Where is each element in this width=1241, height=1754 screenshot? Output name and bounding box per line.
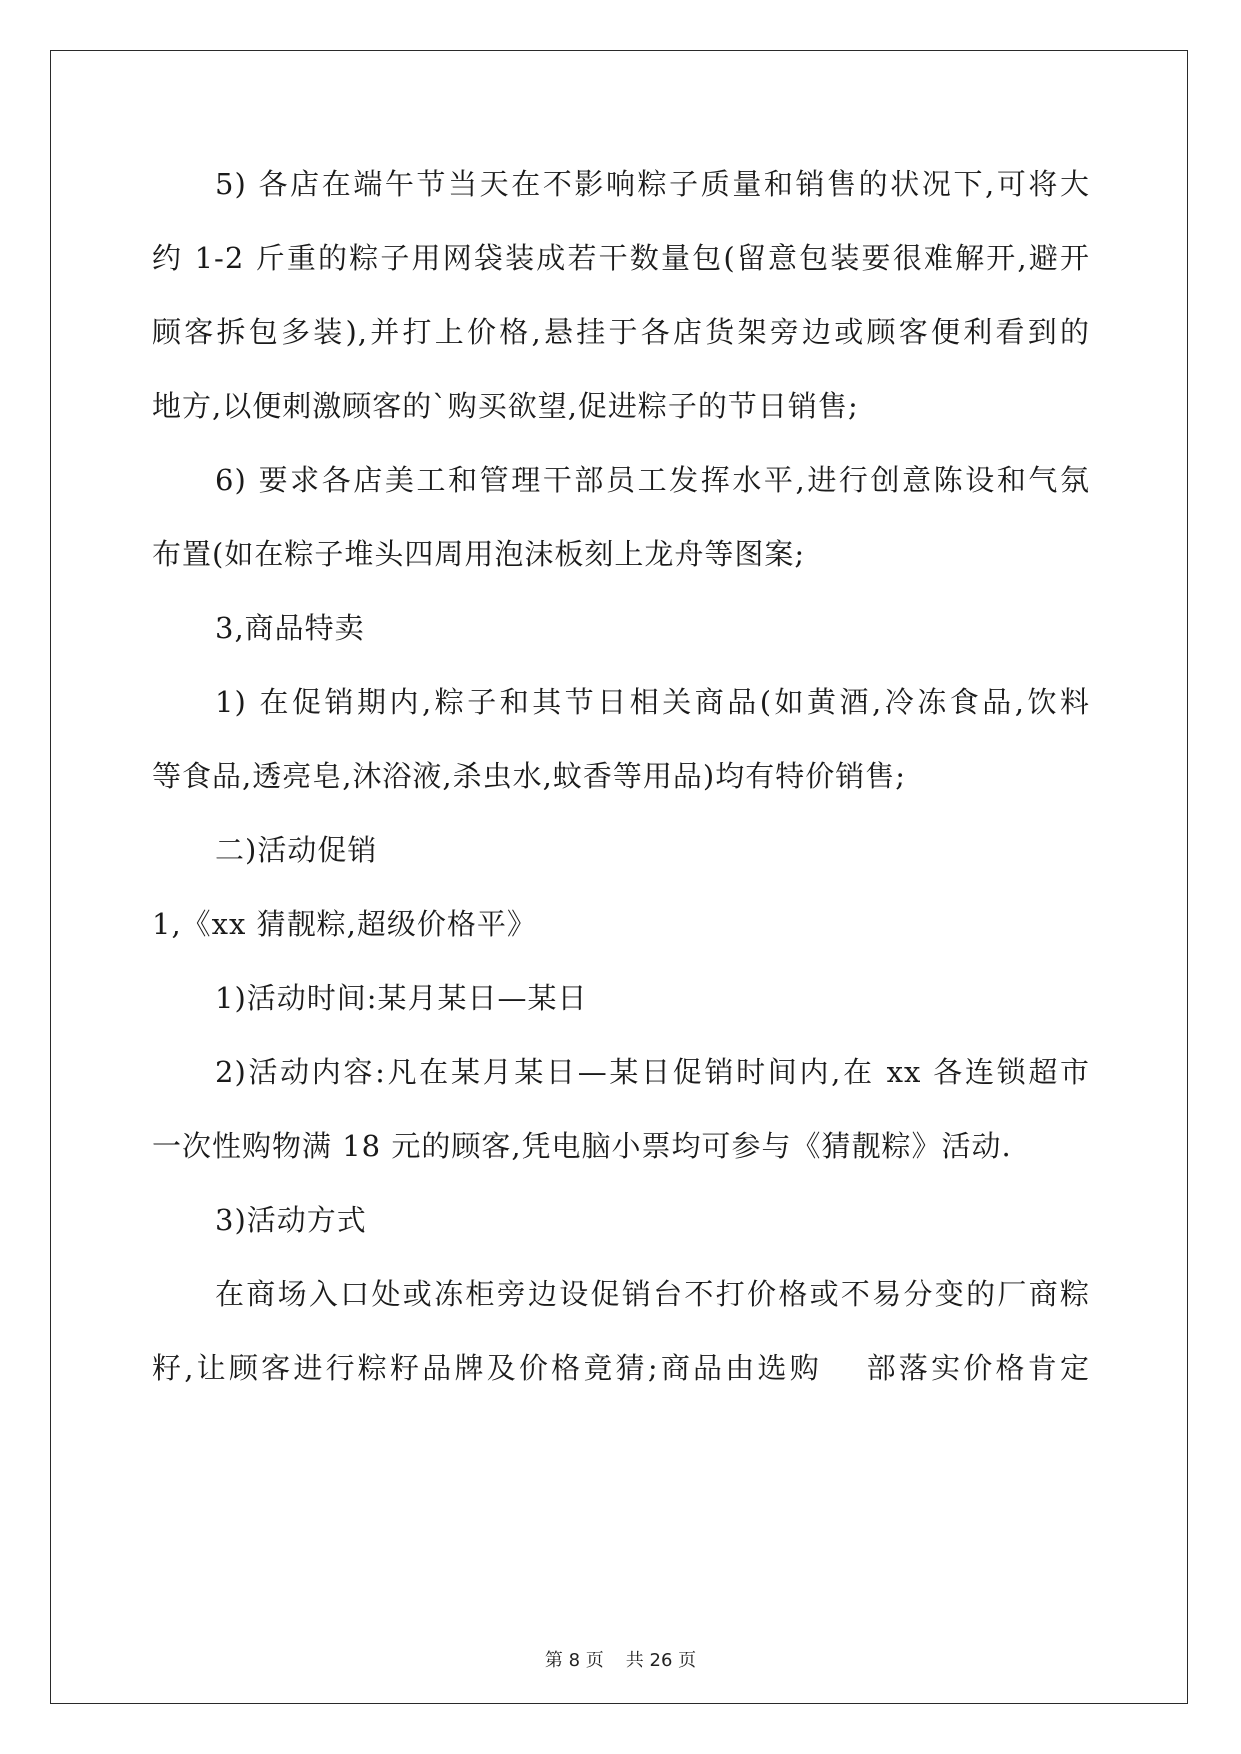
paragraph-line: 6) 要求各店美工和管理干部员工发挥水平,进行创意陈设和气氛: [215, 463, 1090, 497]
paragraph-line: 等食品,透亮皂,沐浴液,杀虫水,蚊香等用品)均有特价销售;: [152, 759, 906, 793]
paragraph-line: 一次性购物满 18 元的顾客,凭电脑小票均可参与《猜靓粽》活动.: [152, 1129, 1012, 1163]
section-heading: 二)活动促销: [215, 833, 378, 867]
paragraph-line: 3)活动方式: [215, 1203, 367, 1237]
paragraph-line: 籽,让顾客进行粽籽品牌及价格竟猜;商品由选购 部落实价格肯定: [152, 1351, 1090, 1385]
paragraph-line: 2)活动内容:凡在某月某日—某日促销时间内,在 xx 各连锁超市: [215, 1055, 1090, 1089]
page-total: 共 26 页: [625, 1650, 697, 1671]
paragraph-line: 5) 各店在端午节当天在不影响粽子质量和销售的状况下,可将大: [215, 167, 1090, 201]
paragraph-line: 在商场入口处或冻柜旁边设促销台不打价格或不易分变的厂商粽: [215, 1277, 1090, 1311]
paragraph-line: 布置(如在粽子堆头四周用泡沫板刻上龙舟等图案;: [152, 537, 806, 571]
paragraph-line: 1)活动时间:某月某日—某日: [215, 981, 588, 1015]
section-heading: 3,商品特卖: [215, 611, 365, 645]
page-footer: [0, 1646, 1241, 1672]
paragraph-line: 约 1-2 斤重的粽子用网袋装成若干数量包(留意包装要很难解开,避开: [152, 241, 1090, 275]
page-border: [50, 50, 1188, 1704]
paragraph-line: 1) 在促销期内,粽子和其节日相关商品(如黄酒,冷冻食品,饮料: [215, 685, 1090, 719]
page-number: 第 8 页: [544, 1650, 604, 1671]
paragraph-line: 地方,以便刺激顾客的`购买欲望,促进粽子的节日销售;: [152, 389, 859, 423]
paragraph-line: 顾客拆包多装),并打上价格,悬挂于各店货架旁边或顾客便利看到的: [152, 315, 1090, 349]
section-heading: 1,《xx 猜靓粽,超级价格平》: [152, 907, 537, 941]
